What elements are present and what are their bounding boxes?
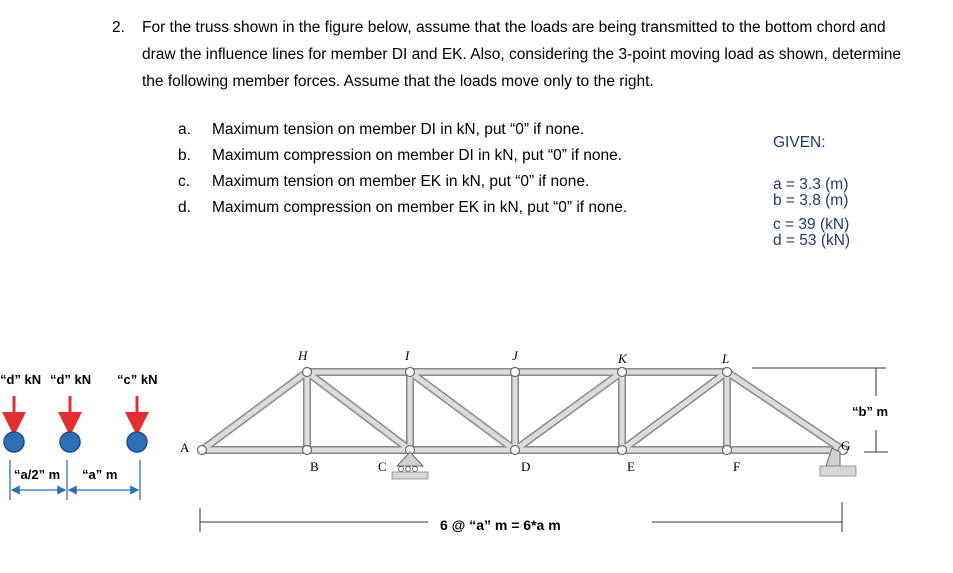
span-label: 6 @ “a” m = 6*a m [440,517,561,533]
node-label-G: G [841,438,851,453]
node-label-D: D [521,459,531,474]
node-label-J: J [512,348,518,363]
question-text: Maximum tension on member DI in kN, put “0” if none. [212,121,585,138]
given-title: GIVEN: [773,134,826,151]
node-label-B: B [310,459,319,474]
roller-support [392,452,428,479]
load-ball [60,432,80,452]
spacing-label-half: “a/2” m [14,467,61,482]
question-label: c. [178,173,191,190]
given-c: c = 39 (kN) [773,216,850,233]
load-label-d1: “d” kN [0,372,42,387]
question-text: Maximum compression on member EK in kN, put “0” if none. [212,199,628,216]
height-label: “b” m [852,404,889,419]
question-label: d. [178,199,191,216]
given-a: a = 3.3 (m) [773,176,849,193]
load-ball [127,432,147,452]
spacing-label-a: “a” m [82,467,118,482]
node-label-K: K [618,351,627,366]
load-ball [4,432,24,452]
load-label-c: “c” kN [117,372,158,387]
load-label-d2: “d” kN [50,372,92,387]
question-text: Maximum compression on member DI in kN, put “0” if none. [212,147,623,164]
node-label-E: E [627,459,635,474]
node-label-I: I [405,348,410,363]
node-label-H: H [298,348,308,363]
node-label-C: C [378,459,387,474]
member-fills [202,372,843,450]
problem-stem: For the truss shown in the figure below, assume that the loads are being transmitted to the bottom chord and draw the influence lines for member DI and EK. Also, considering the 3-point moving load as shown, determine the following member forces. Assume that the loads move only to the right. [142,19,902,90]
node-label-A: A [180,440,190,455]
node-label-F: F [733,459,741,474]
question-label: a. [178,121,191,138]
given-d: d = 53 (kN) [773,232,851,249]
problem-number: 2. [112,19,125,36]
question-text: Maximum tension on member EK in kN, put “0” if none. [212,173,590,190]
node-label-L: L [722,351,730,366]
moving-load-group [0,372,157,500]
question-label: b. [178,147,191,164]
given-b: b = 3.8 (m) [773,192,849,209]
